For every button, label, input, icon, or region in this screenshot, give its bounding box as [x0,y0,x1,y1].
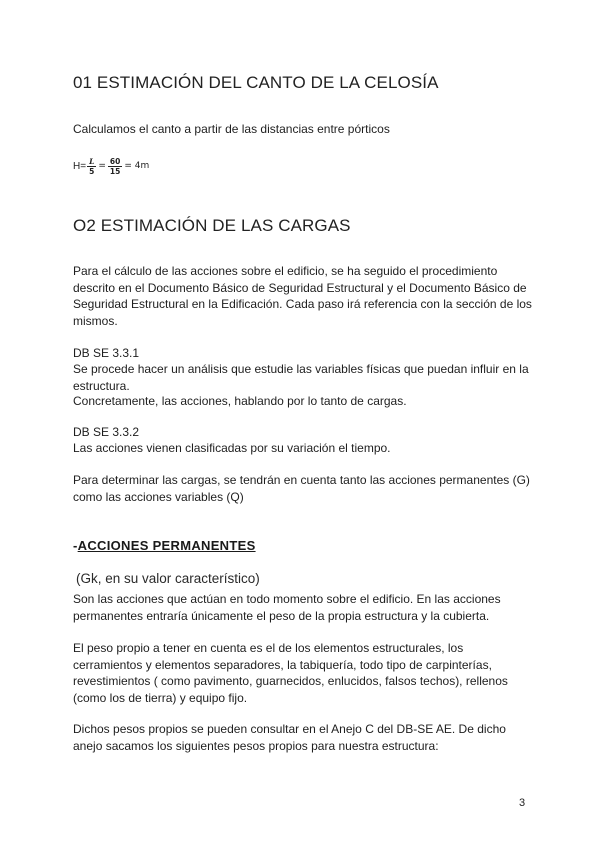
permanentes-paragraph-3: Dichos pesos propios se pueden consultar en el Anejo C del DB-SE AE. De dicho anejo sacamos los siguientes pesos propios para nuestra estructura: [73,722,506,753]
section-2-paragraph-1: Para el cálculo de las acciones sobre el edificio, se ha seguido el procedimiento descrito en el Documento Básico de Seguridad Estructural y el Documento Básico de Seguridad Estructural en la Edificación. Cada paso irá referencia con la sección de los mismos. [73,264,532,328]
db-se-331-text-1: Se procede hacer un análisis que estudie las variables físicas que puedan influir en la estructura. [73,362,529,393]
heading-text: ACCIONES PERMANENTES [77,538,256,553]
heading-dash: - [73,538,78,553]
acciones-permanentes-heading [73,538,256,553]
fraction-2-numerator: 60 [109,156,121,166]
section-2-paragraph-2: Para determinar las cargas, se tendrán en cuenta tanto las acciones permanentes (G) como las acciones variables (Q) [73,473,530,504]
permanentes-paragraph-1: Son las acciones que actúan en todo momento sobre el edificio. En las acciones permanentes entraría únicamente el peso de la propia estructura y la cubierta. [73,592,501,623]
db-se-331-title: DB SE 3.3.1 [73,346,140,360]
fraction-1-numerator: L [89,156,95,166]
db-se-332-title: DB SE 3.3.2 [73,425,140,439]
formula-equals: = [98,161,106,171]
db-se-332-text: Las acciones vienen clasificadas por su variación el tiempo. [73,441,391,455]
page-number: 3 [519,797,526,809]
db-se-331-text-2: Concretamente, las acciones, hablando por lo tanto de cargas. [73,394,407,408]
section-1-heading: 01 ESTIMACIÓN DEL CANTO DE LA CELOSÍA [73,73,439,92]
section-2-heading: O2 ESTIMACIÓN DE LAS CARGAS [73,216,351,235]
formula-lhs: H= [73,160,87,172]
fraction-1-denominator: 5 [89,166,95,176]
permanentes-paragraph-2: El peso propio a tener en cuenta es el de los elementos estructurales, los cerramientos y elementos separadores, la tabiquería, todo tipo de carpinterías, revestimientos ( como pavimento, guarnecidos, enlucidos, falsos techos), rellenos (como los de tierra) y equipo fijo. [73,641,508,705]
fraction-2-denominator: 15 [109,166,121,176]
formula-fraction-2 [108,157,122,176]
formula-result: = 4m [124,161,150,171]
acciones-permanentes-subheading: (Gk, en su valor característico) [76,571,260,586]
section-1-intro: Calculamos el canto a partir de las distancias entre pórticos [73,122,390,136]
formula-fraction-1 [87,157,96,176]
canto-formula [73,151,150,181]
